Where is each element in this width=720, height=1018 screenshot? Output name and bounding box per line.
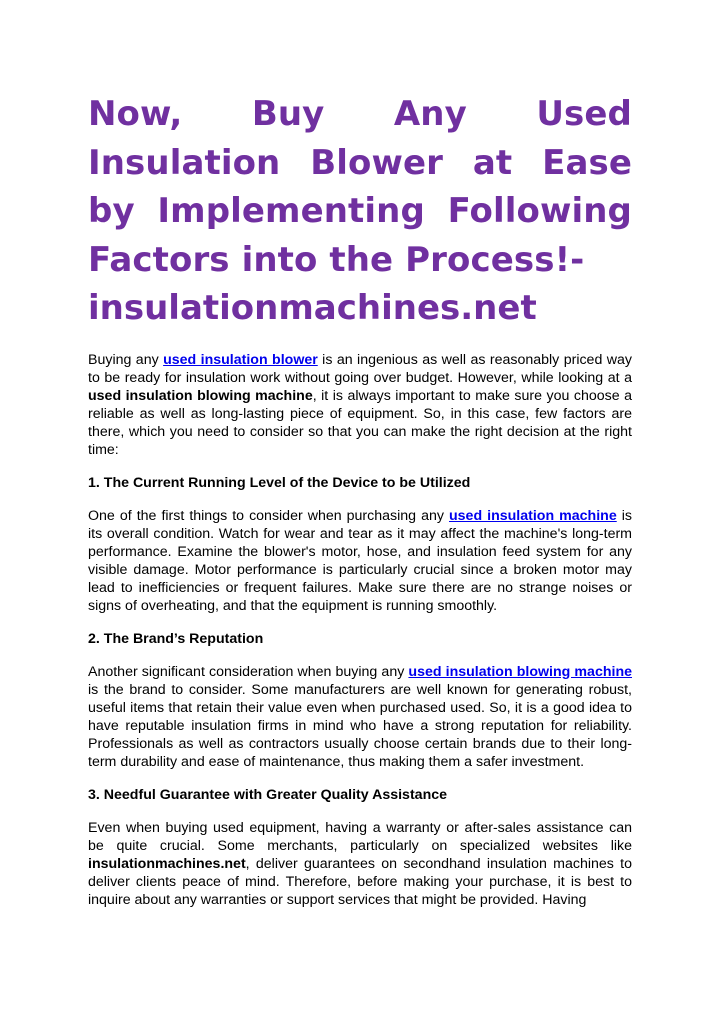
section3-heading: 3. Needful Guarantee with Greater Quality Assistance: [88, 786, 448, 803]
section2-paragraph: [88, 663, 632, 771]
section1-paragraph: [88, 507, 632, 615]
used-insulation-machine-link[interactable]: used insulation machine: [449, 507, 617, 524]
document-page: [88, 90, 632, 924]
section3-bold-text: insulationmachines.net: [88, 855, 246, 872]
section3-text-2: , deliver guarantees on secondhand insulation machines to deliver clients peace of mind. Therefore, before making your purchase, it is best to inquire about any warranties or support services that might be provided. Having: [88, 855, 632, 908]
used-insulation-blowing-machine-link[interactable]: used insulation blowing machine: [408, 663, 632, 680]
used-insulation-blower-link[interactable]: used insulation blower: [163, 351, 318, 368]
intro-text-2: is an ingenious as well as reasonably priced way to be ready for insulation work without going over budget. However, while looking at a: [88, 351, 632, 386]
section2-text-1: Another significant consideration when buying any: [88, 663, 409, 680]
section3-text-1: Even when buying used equipment, having a warranty or after-sales assistance can be quite crucial. Some merchants, particularly on specialized websites like: [88, 819, 632, 854]
section3-paragraph: [88, 819, 632, 909]
section1-heading: 1. The Current Running Level of the Device to be Utilized: [88, 474, 471, 491]
intro-text-1: Buying any: [88, 351, 164, 368]
section1-text-2: is its overall condition. Watch for wear and tear as it may affect the machine's long-term performance. Examine the blower's motor, hose, and insulation feed system for any visible damage. Motor performance is particularly crucial since a broken motor may lead to inefficiencies or frequent failures. Make sure there are no strange noises or signs of overheating, and that the equipment is running smoothly.: [88, 507, 633, 614]
intro-text-3: , it is always important to make sure you choose a reliable as well as long-lasting piece of equipment. So, in this case, few factors are there, which you need to consider so that you can make the right decision at the right time:: [88, 387, 632, 458]
page-title-domain: insulationmachines.net: [88, 288, 537, 328]
section2-heading: 2. The Brand’s Reputation: [88, 630, 264, 647]
intro-paragraph: [88, 351, 632, 459]
section1-text-1: One of the first things to consider when purchasing any: [88, 507, 449, 524]
page-title: Now, Buy Any Used Insulation Blower at Ease by Implementing Following Factors into the Process!-: [88, 94, 632, 280]
section2-text-2: is the brand to consider. Some manufacturers are well known for generating robust, useful items that retain their value even when purchased used. So, it is a good idea to have reputable insulation firms in mind who have a strong reputation for reliability. Professionals as well as contractors usually choose certain brands due to their long-term durability and ease of maintenance, thus making them a safer investment.: [88, 681, 632, 770]
intro-bold-text: used insulation blowing machine: [88, 387, 313, 404]
